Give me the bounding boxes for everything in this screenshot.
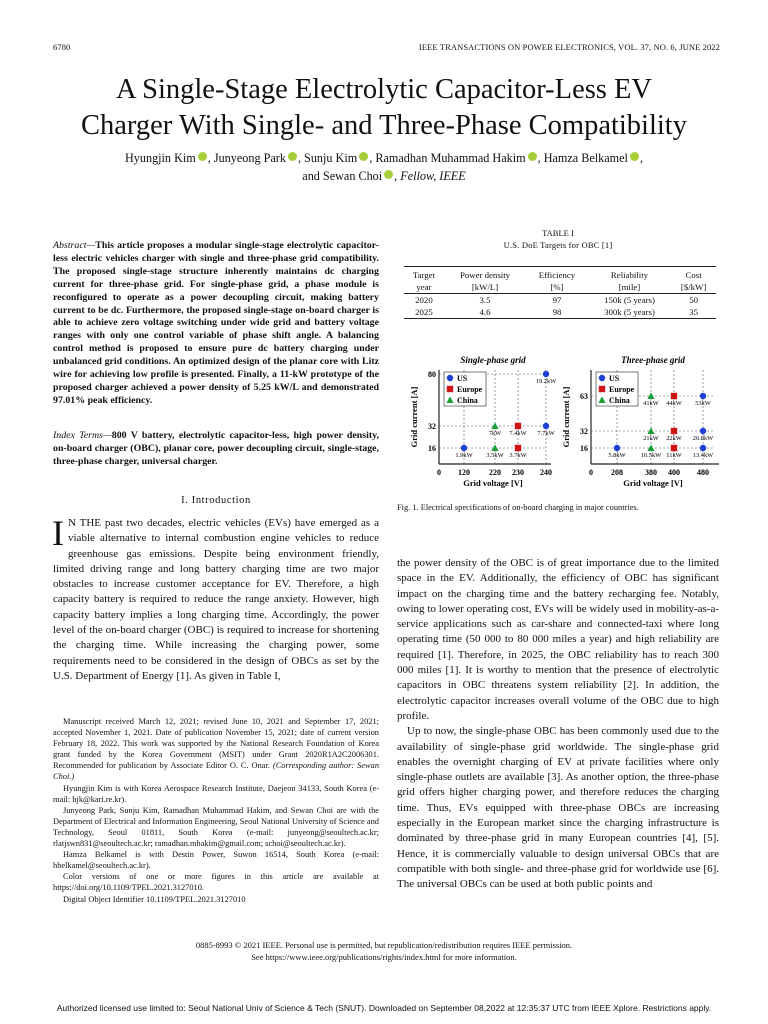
x-tick-label: 208 — [611, 468, 623, 477]
figure-ev-charging-specs — [397, 352, 719, 494]
table-cell: 35 — [689, 307, 698, 317]
data-label: 41kW — [643, 400, 659, 407]
footnote-affiliation: Hamza Belkamel is with Destin Power, Suwon 16514, South Korea (e-mail: hbelkamel@seoultech.ac.kr). — [53, 850, 379, 871]
author-title: , Fellow, IEEE — [394, 169, 466, 183]
footnote-manuscript: Manuscript received March 12, 2021; revised June 10, 2021 and September 17, 2021; accepted November 1, 2021. Date of publication November 15, 2021; date of current version February 18, 2022. This work was supported by the National Research Foundation of Korea grant funded by the Korea Government (MSIT) under Grant 2020R1A2C2006301. Recommended for publication by Associate Editor O. C. Onar. — [53, 717, 379, 771]
abstract-label: Abstract— — [53, 240, 96, 251]
x-tick-label: 220 — [489, 468, 501, 477]
abstract-text: This article proposes a modular single-stage electrolytic capacitor-less electric vehicles charger with single and three-phase grid compatibility. The proposed single-stage structure inherently maintains dc charging current for three-phase grid. For single-phase grid, a phase module is reconfigured to operate as a power decoupling circuit, making battery current to be dc. Furthermore, the proposed single-stage on-board charger is able to achieve zero voltage switching under wide grid and battery voltage ranges with only one control variable of phase shift angle. A balancing control method is proposed to ensure pure dc battery charging under unbalanced grid conditions. An optimized design of the planar core with Litz wire for achieving low profile is presented. Finally, a 11-kW prototype of the proposed charger achieved a power density of 5.25 kW/L and demonstrated 97.01% peak efficiency. — [53, 240, 379, 406]
data-label: 22kW — [666, 435, 682, 442]
author: and Sewan Choi — [302, 169, 383, 183]
table-doe-targets — [404, 266, 716, 319]
data-label: 26.8kW — [692, 435, 714, 442]
y-axis-label: Grid current [A] — [409, 386, 419, 448]
abstract — [53, 240, 379, 408]
us-marker — [447, 375, 453, 381]
data-label: 3.7kW — [509, 452, 527, 459]
copyright-line: 0885-8993 © 2021 IEEE. Personal use is permitted, but republication/redistribution requires IEEE permission. — [195, 940, 573, 950]
index-terms-label: Index Terms— — [53, 430, 112, 441]
table-header: Efficiency — [538, 270, 576, 280]
copyright-link[interactable]: See https://www.ieee.org/publications/rights/index.html for more information. — [251, 951, 517, 962]
table-header-unit: year — [416, 282, 432, 292]
paragraph: the power density of the OBC is of great importance due to the limited space in the EV. Additionally, the efficiency of OBC has significant impact on the charging time and the battery recharging fee. Notably, owing to lower operating cost, EVs will be widely used in mobility-as-a-service applications such as car-share and connected-taxi where long operating time (50 000 to 80 000 miles a year) and high reliability are required [1]. Therefore, in 2025, the OBC reliability has to reach 300 000 miles [1]. It is worthy to mention that the presence of electrolytic capacitors in OBC threatens system reliability [2]. In addition, the electrolytic capacitor increases overall volume of the OBC due to high profile. — [397, 557, 719, 722]
table-cell: 150k (5 years) — [588, 294, 671, 307]
y-tick-label: 16 — [580, 444, 588, 453]
x-axis-label: Grid voltage [V] — [463, 478, 523, 488]
paper-title — [40, 72, 728, 144]
x-tick-label: 120 — [458, 468, 470, 477]
table-cell: 2025 — [415, 307, 433, 317]
data-label: 53kW — [695, 400, 711, 407]
license-notice: Authorized licensed use limited to: Seoul National Univ of Science & Tech (SNUT). Downloaded on September 08,2022 at 12:35:37 UTC from IEEE Xplore. Restrictions apply. — [56, 1003, 712, 1013]
table-caption: U.S. DoE Targets for OBC [1] — [503, 240, 613, 250]
data-label: 19.2kW — [535, 378, 557, 385]
title-line-2: Charger With Single- and Three-Phase Compatibility — [81, 110, 687, 141]
table-cell: 3.5 — [444, 294, 526, 307]
paragraph: Up to now, the single-phase OBC has been commonly used due to the availability of single-phase grid worldwide. The single-phase grid enables the overnight charging of EV at private facilities where only single-phase outlets are available [3]. As another option, the three-phase grid offers higher charging power, and therefore reduces the charging time. Thus, EVs equipped with three-phase OBCs are increasing especially in the European market since the charging infrastructure is dominated by three-phase grid in many European countries [4], [5]. Hence, it is commercially valuable to design universal OBCs that are compatible with both single- and three-phase grid for worldwide use [6]. The universal OBCs can be used at both public points and — [397, 725, 719, 891]
data-label: 7.4kW — [509, 430, 527, 437]
table-header: Target — [412, 270, 436, 280]
table-header-unit: [mile] — [618, 282, 641, 292]
footnotes — [53, 716, 379, 905]
y-tick-label: 32 — [428, 422, 436, 431]
us-marker — [599, 375, 605, 381]
europe-marker — [447, 386, 453, 392]
figure-caption: Fig. 1. Electrical specifications of on-board charging in major countries. — [397, 503, 639, 512]
journal-header: IEEE TRANSACTIONS ON POWER ELECTRONICS, VOL. 37, NO. 6, JUNE 2022 — [418, 42, 720, 52]
table-cell: 2020 — [404, 294, 444, 307]
data-label: 44kW — [666, 400, 682, 407]
table-number: TABLE I — [542, 228, 574, 238]
title-line-1: A Single-Stage Electrolytic Capacitor-Less EV — [115, 74, 653, 105]
footnote-corresponding: (Corresponding author: Sewan Choi.) — [53, 761, 380, 782]
europe-marker — [671, 393, 677, 399]
table-row — [404, 306, 716, 319]
x-tick-label: 380 — [645, 468, 657, 477]
footnote-affiliation: Hyungjin Kim is with Korea Aerospace Research Institute, Daejeon 34133, South Korea (e-mail: hjk@kari.re.kr). — [53, 783, 379, 804]
us-marker — [700, 445, 706, 451]
dropcap: I — [52, 513, 64, 553]
legend-label: China — [609, 396, 630, 405]
table-cell: 50 — [671, 294, 716, 307]
data-label: 10.5kW — [640, 452, 662, 459]
legend-label: US — [457, 374, 468, 383]
chart-title: Single-phase grid — [460, 355, 526, 365]
table-header-unit: [$/kW] — [680, 282, 707, 292]
author: Junyeong Park — [213, 151, 286, 165]
us-marker — [614, 445, 620, 451]
orcid-icon[interactable] — [528, 152, 537, 161]
legend-label: Europe — [457, 385, 483, 394]
x-tick-label: 230 — [512, 468, 524, 477]
legend-label: China — [457, 396, 478, 405]
us-marker — [543, 371, 549, 377]
table-cell: 97 — [526, 294, 588, 307]
right-column-text — [397, 556, 719, 893]
x-tick-label: 0 — [589, 468, 593, 477]
index-terms-text: 800 V battery, electrolytic capacitor-less, high power density, on-board charger (OBC), planar core, power decoupling circuit, single-stage, three-phase charger, universal charger. — [53, 430, 379, 467]
table-header: Power density — [459, 270, 511, 280]
table-cell: 98 — [552, 307, 562, 317]
y-axis-label: Grid current [A] — [561, 386, 571, 448]
data-label: 5.8kW — [608, 452, 626, 459]
orcid-icon[interactable] — [288, 152, 297, 161]
footnote-color[interactable]: Color versions of one or more figures in this article are available at https://doi.org/10.1109/TPEL.2021.3127010. — [53, 872, 379, 893]
chart-title: Three-phase grid — [621, 355, 685, 365]
data-label: 7kW — [488, 430, 502, 437]
legend-label: US — [609, 374, 620, 383]
page-number: 6780 — [53, 42, 71, 52]
data-label: 1.9kW — [455, 452, 473, 459]
index-terms — [53, 430, 379, 469]
section-heading: I. Introduction — [181, 495, 251, 506]
europe-marker — [515, 445, 521, 451]
table-cell: 300k (5 years) — [604, 307, 655, 317]
table-row — [404, 294, 716, 307]
author: Ramadhan Muhammad Hakim — [375, 151, 526, 165]
table-header: Reliability — [610, 270, 649, 280]
us-marker — [543, 423, 549, 429]
data-label: 3.5kW — [486, 452, 504, 459]
table-header: Cost — [685, 270, 702, 280]
copyright-notice — [53, 940, 715, 963]
europe-marker — [515, 423, 521, 429]
europe-marker — [671, 428, 677, 434]
footnote-affiliation: Junyeong Park, Sunju Kim, Ramadhan Muhammad Hakim, and Sewan Choi are with the Department of Electrical and Information Engineering, Seoul National University of Science and Technology, Seoul 01811, South Korea (e-mail: junyeong@seoultech.ac.kr; rlatjswn831@seoultech.ac.kr; ramadhan.mhakim@gmail.com; schoi@seoultech.ac.kr). — [53, 805, 379, 849]
x-tick-label: 0 — [437, 468, 441, 477]
table-cell: 4.6 — [479, 307, 491, 317]
author-list: Hyungjin Kim , Junyeong Park , Sunju Kim , Ramadhan Muhammad Hakim , Hamza Belkamel , and Sewan Choi , Fellow, IEEE — [124, 151, 643, 183]
x-tick-label: 240 — [540, 468, 552, 477]
y-tick-label: 63 — [580, 392, 588, 401]
author: Hamza Belkamel — [543, 151, 628, 165]
us-marker — [461, 445, 467, 451]
y-tick-label: 32 — [580, 427, 588, 436]
orcid-icon[interactable] — [359, 152, 368, 161]
y-tick-label: 16 — [428, 444, 436, 453]
author: Sunju Kim — [304, 151, 358, 165]
data-label: 21kW — [643, 435, 659, 442]
europe-marker — [599, 386, 605, 392]
x-tick-label: 480 — [697, 468, 709, 477]
data-label: 11kW — [666, 452, 682, 459]
orcid-icon[interactable] — [198, 152, 207, 161]
orcid-icon[interactable] — [630, 152, 639, 161]
intro-text: N THE past two decades, electric vehicles (EVs) have emerged as a viable alternative to internal combustion engine vehicles to reduce greenhouse gas emissions. Despite being environment friendly, limited driving range and long battery charging time are two major obstacles to increase customer acceptance for EV. Therefore, a high capacity battery is required to reduce the range anxiety. However, high capacity battery implies a long charging time. Accordingly, the power level of the on-board charger (OBC) is required to increase for shortening the charging time. While increasing the charging power, some requirements need to be considered in the design of OBCs as set by the U.S. Department of Energy [1]. As given in Table I, — [53, 517, 379, 682]
author: Hyungjin Kim — [124, 151, 196, 165]
x-tick-label: 400 — [668, 468, 680, 477]
us-marker — [700, 393, 706, 399]
europe-marker — [671, 445, 677, 451]
table-header-unit: [kW/L] — [471, 282, 499, 292]
orcid-icon[interactable] — [384, 170, 393, 179]
legend-label: Europe — [609, 385, 635, 394]
data-label: 7.7kW — [537, 430, 555, 437]
us-marker — [700, 428, 706, 434]
data-label: 13.4kW — [692, 452, 714, 459]
footnote-doi: Digital Object Identifier 10.1109/TPEL.2021.3127010 — [63, 894, 246, 904]
y-tick-label: 80 — [428, 370, 436, 379]
table-header-unit: [%] — [550, 282, 564, 292]
intro-paragraph — [52, 513, 379, 684]
x-axis-label: Grid voltage [V] — [623, 478, 683, 488]
